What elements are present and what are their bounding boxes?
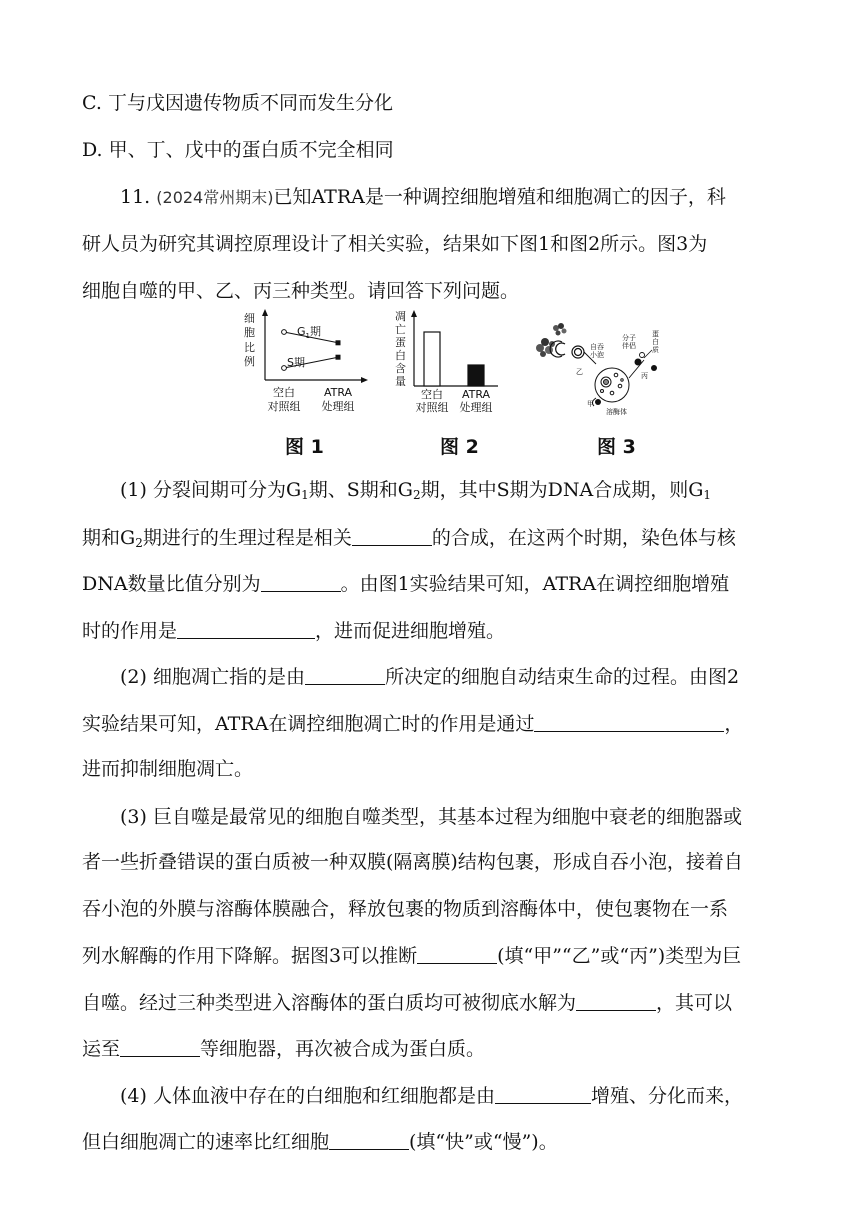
question-text: 已知ATRA是一种调控细胞增殖和细胞凋亡的因子，科 bbox=[273, 186, 726, 208]
sub-question-2-line-2: 实验结果可知，ATRA在调控细胞凋亡时的作用是通过 ， bbox=[82, 713, 744, 735]
fig3-label-yi: 乙 bbox=[576, 368, 583, 376]
fig3-label-chaperone-1: 分子 bbox=[622, 334, 636, 342]
fig3-label-vesicle-1: 自吞 bbox=[590, 343, 604, 351]
fig2-ylabel-char: 量 bbox=[395, 375, 406, 388]
answer-blank[interactable] bbox=[329, 1132, 409, 1150]
sub-question-3-line-3: 吞小泡的外膜与溶酶体膜融合，释放包裹的物质到溶酶体中，使包裹物在一系 bbox=[82, 898, 729, 920]
fig1-ylabel-char: 胞 bbox=[244, 326, 255, 339]
figure-2-chart bbox=[392, 306, 504, 418]
answer-blank[interactable] bbox=[305, 667, 385, 685]
fig1-legend-s: S期 bbox=[287, 356, 305, 369]
sub-question-1-line-1: (1) 分裂间期可分为$G_1$期、S期和$G_2$期，其中S期为DNA合成期，则$G_1$ bbox=[120, 479, 712, 502]
fig1-x-arrow bbox=[361, 377, 368, 383]
fig1-xtick-atra-2: 处理组 bbox=[321, 400, 355, 413]
question-11-line-3: 细胞自噬的甲、乙、丙三种类型。请回答下列问题。 bbox=[82, 280, 520, 302]
answer-blank[interactable] bbox=[261, 574, 341, 592]
answer-blank[interactable] bbox=[120, 1039, 200, 1057]
fig3-label-protein-2: 白 bbox=[652, 338, 659, 346]
fig2-ylabel-char: 含 bbox=[395, 362, 406, 375]
fig1-ylabel-char: 比 bbox=[244, 341, 255, 354]
fig2-ylabel-char: 白 bbox=[395, 349, 406, 362]
answer-blank[interactable] bbox=[534, 714, 724, 732]
sub-question-1-line-4: 时的作用是 ，进而促进细胞增殖。 bbox=[82, 620, 506, 642]
sub-question-3-line-5: 自噬。经过三种类型进入溶酶体的蛋白质均可被彻底水解为 ，其可以 bbox=[82, 992, 733, 1014]
fig2-ylabel-char: 蛋 bbox=[395, 336, 406, 349]
fig2-y-arrow bbox=[411, 310, 417, 317]
fig1-y-arrow bbox=[262, 309, 268, 316]
answer-blank[interactable] bbox=[177, 621, 315, 639]
fig3-label-lysosome: 溶酶体 bbox=[606, 408, 627, 416]
fig1-xtick-atra-1: ATRA bbox=[323, 386, 353, 399]
figure-1-label: 图 1 bbox=[285, 436, 324, 458]
sub-question-4-line-2: 但白细胞凋亡的速率比红细胞 (填“快”或“慢”)。 bbox=[82, 1131, 558, 1153]
fig3-label-protein-3: 质 bbox=[652, 346, 659, 354]
fig3-label-bing: 丙 bbox=[641, 372, 648, 380]
question-11-line-1 bbox=[120, 188, 726, 207]
fig1-ylabel-char: 例 bbox=[244, 355, 255, 368]
fig2-bar-control bbox=[424, 332, 440, 386]
fig3-aggregate-cluster bbox=[536, 323, 567, 357]
fig2-ylabel-char: 凋 bbox=[395, 310, 406, 323]
question-source: (2024常州期末) bbox=[156, 188, 274, 207]
sub-question-4-line-1: (4) 人体血液中存在的白细胞和红细胞都是由 增殖、分化而来， bbox=[120, 1085, 743, 1107]
figure-3-diagram bbox=[534, 320, 669, 416]
fig1-g1-point-control bbox=[282, 330, 287, 335]
fig2-bar-atra bbox=[468, 365, 484, 386]
fig2-ylabel-char: 亡 bbox=[395, 323, 406, 336]
fig1-xtick-control-1: 空白 bbox=[273, 386, 295, 399]
fig3-lysosome bbox=[595, 368, 629, 402]
fig3-label-vesicle-2: 小泡 bbox=[590, 351, 604, 359]
question-number: 11. bbox=[120, 186, 157, 208]
fig3-isolation-membranes bbox=[550, 341, 584, 358]
answer-blank[interactable] bbox=[417, 946, 497, 964]
fig1-s-point-atra bbox=[336, 355, 341, 360]
fig3-label-jia: 甲 bbox=[587, 400, 594, 408]
fig1-g1-point-atra bbox=[336, 340, 341, 345]
fig1-ylabel-char: 细 bbox=[244, 312, 255, 325]
sub-question-2-line-3: 进而抑制细胞凋亡。 bbox=[82, 758, 254, 780]
fig3-label-protein-1: 蛋 bbox=[652, 330, 659, 338]
answer-blank[interactable] bbox=[352, 528, 432, 546]
fig3-label-chaperone-2: 伴侣 bbox=[622, 342, 636, 350]
sub-question-1-line-3: DNA数量比值分别为 。由图1实验结果可知，ATRA在调控细胞增殖 bbox=[82, 573, 730, 595]
fig2-xtick-control-1: 空白 bbox=[421, 388, 443, 401]
fig1-s-point-control bbox=[282, 366, 287, 371]
sub-question-3-line-1: (3) 巨自噬是最常见的细胞自噬类型，其基本过程为细胞中衰老的细胞器或 bbox=[120, 806, 742, 828]
figure-1-chart bbox=[240, 308, 375, 418]
question-11-line-2: 研人员为研究其调控原理设计了相关实验，结果如下图1和图2所示。图3为 bbox=[82, 233, 708, 255]
fig2-xtick-atra-1: ATRA bbox=[461, 388, 491, 401]
sub-question-3-line-6: 运至 等细胞器，再次被合成为蛋白质。 bbox=[82, 1038, 486, 1060]
figure-3-label: 图 3 bbox=[597, 436, 636, 458]
fig2-xtick-atra-2: 处理组 bbox=[459, 401, 493, 414]
answer-blank[interactable] bbox=[576, 993, 656, 1011]
option-d: D. 甲、丁、戊中的蛋白质不完全相同 bbox=[82, 139, 394, 161]
fig1-legend-g1: $G_1$期 bbox=[297, 325, 321, 340]
option-c: C. 丁与戊因遗传物质不同而发生分化 bbox=[82, 92, 393, 114]
sub-question-2-line-1: (2) 细胞凋亡指的是由 所决定的细胞自动结束生命的过程。由图2 bbox=[120, 666, 740, 688]
figure-2-label: 图 2 bbox=[440, 436, 479, 458]
answer-blank[interactable] bbox=[495, 1086, 591, 1104]
sub-question-1-line-2: 期和$G_2$期进行的生理过程是相关 的合成，在这两个时期，染色体与核 bbox=[82, 527, 736, 550]
fig2-xtick-control-2: 对照组 bbox=[415, 401, 449, 414]
sub-question-3-line-4: 列水解酶的作用下降解。据图3可以推断 (填“甲”“乙”或“丙”)类型为巨 bbox=[82, 945, 742, 967]
fig1-xtick-control-2: 对照组 bbox=[267, 400, 301, 413]
sub-question-3-line-2: 者一些折叠错误的蛋白质被一种双膜(隔离膜)结构包裹，形成自吞小泡，接着自 bbox=[82, 851, 743, 873]
